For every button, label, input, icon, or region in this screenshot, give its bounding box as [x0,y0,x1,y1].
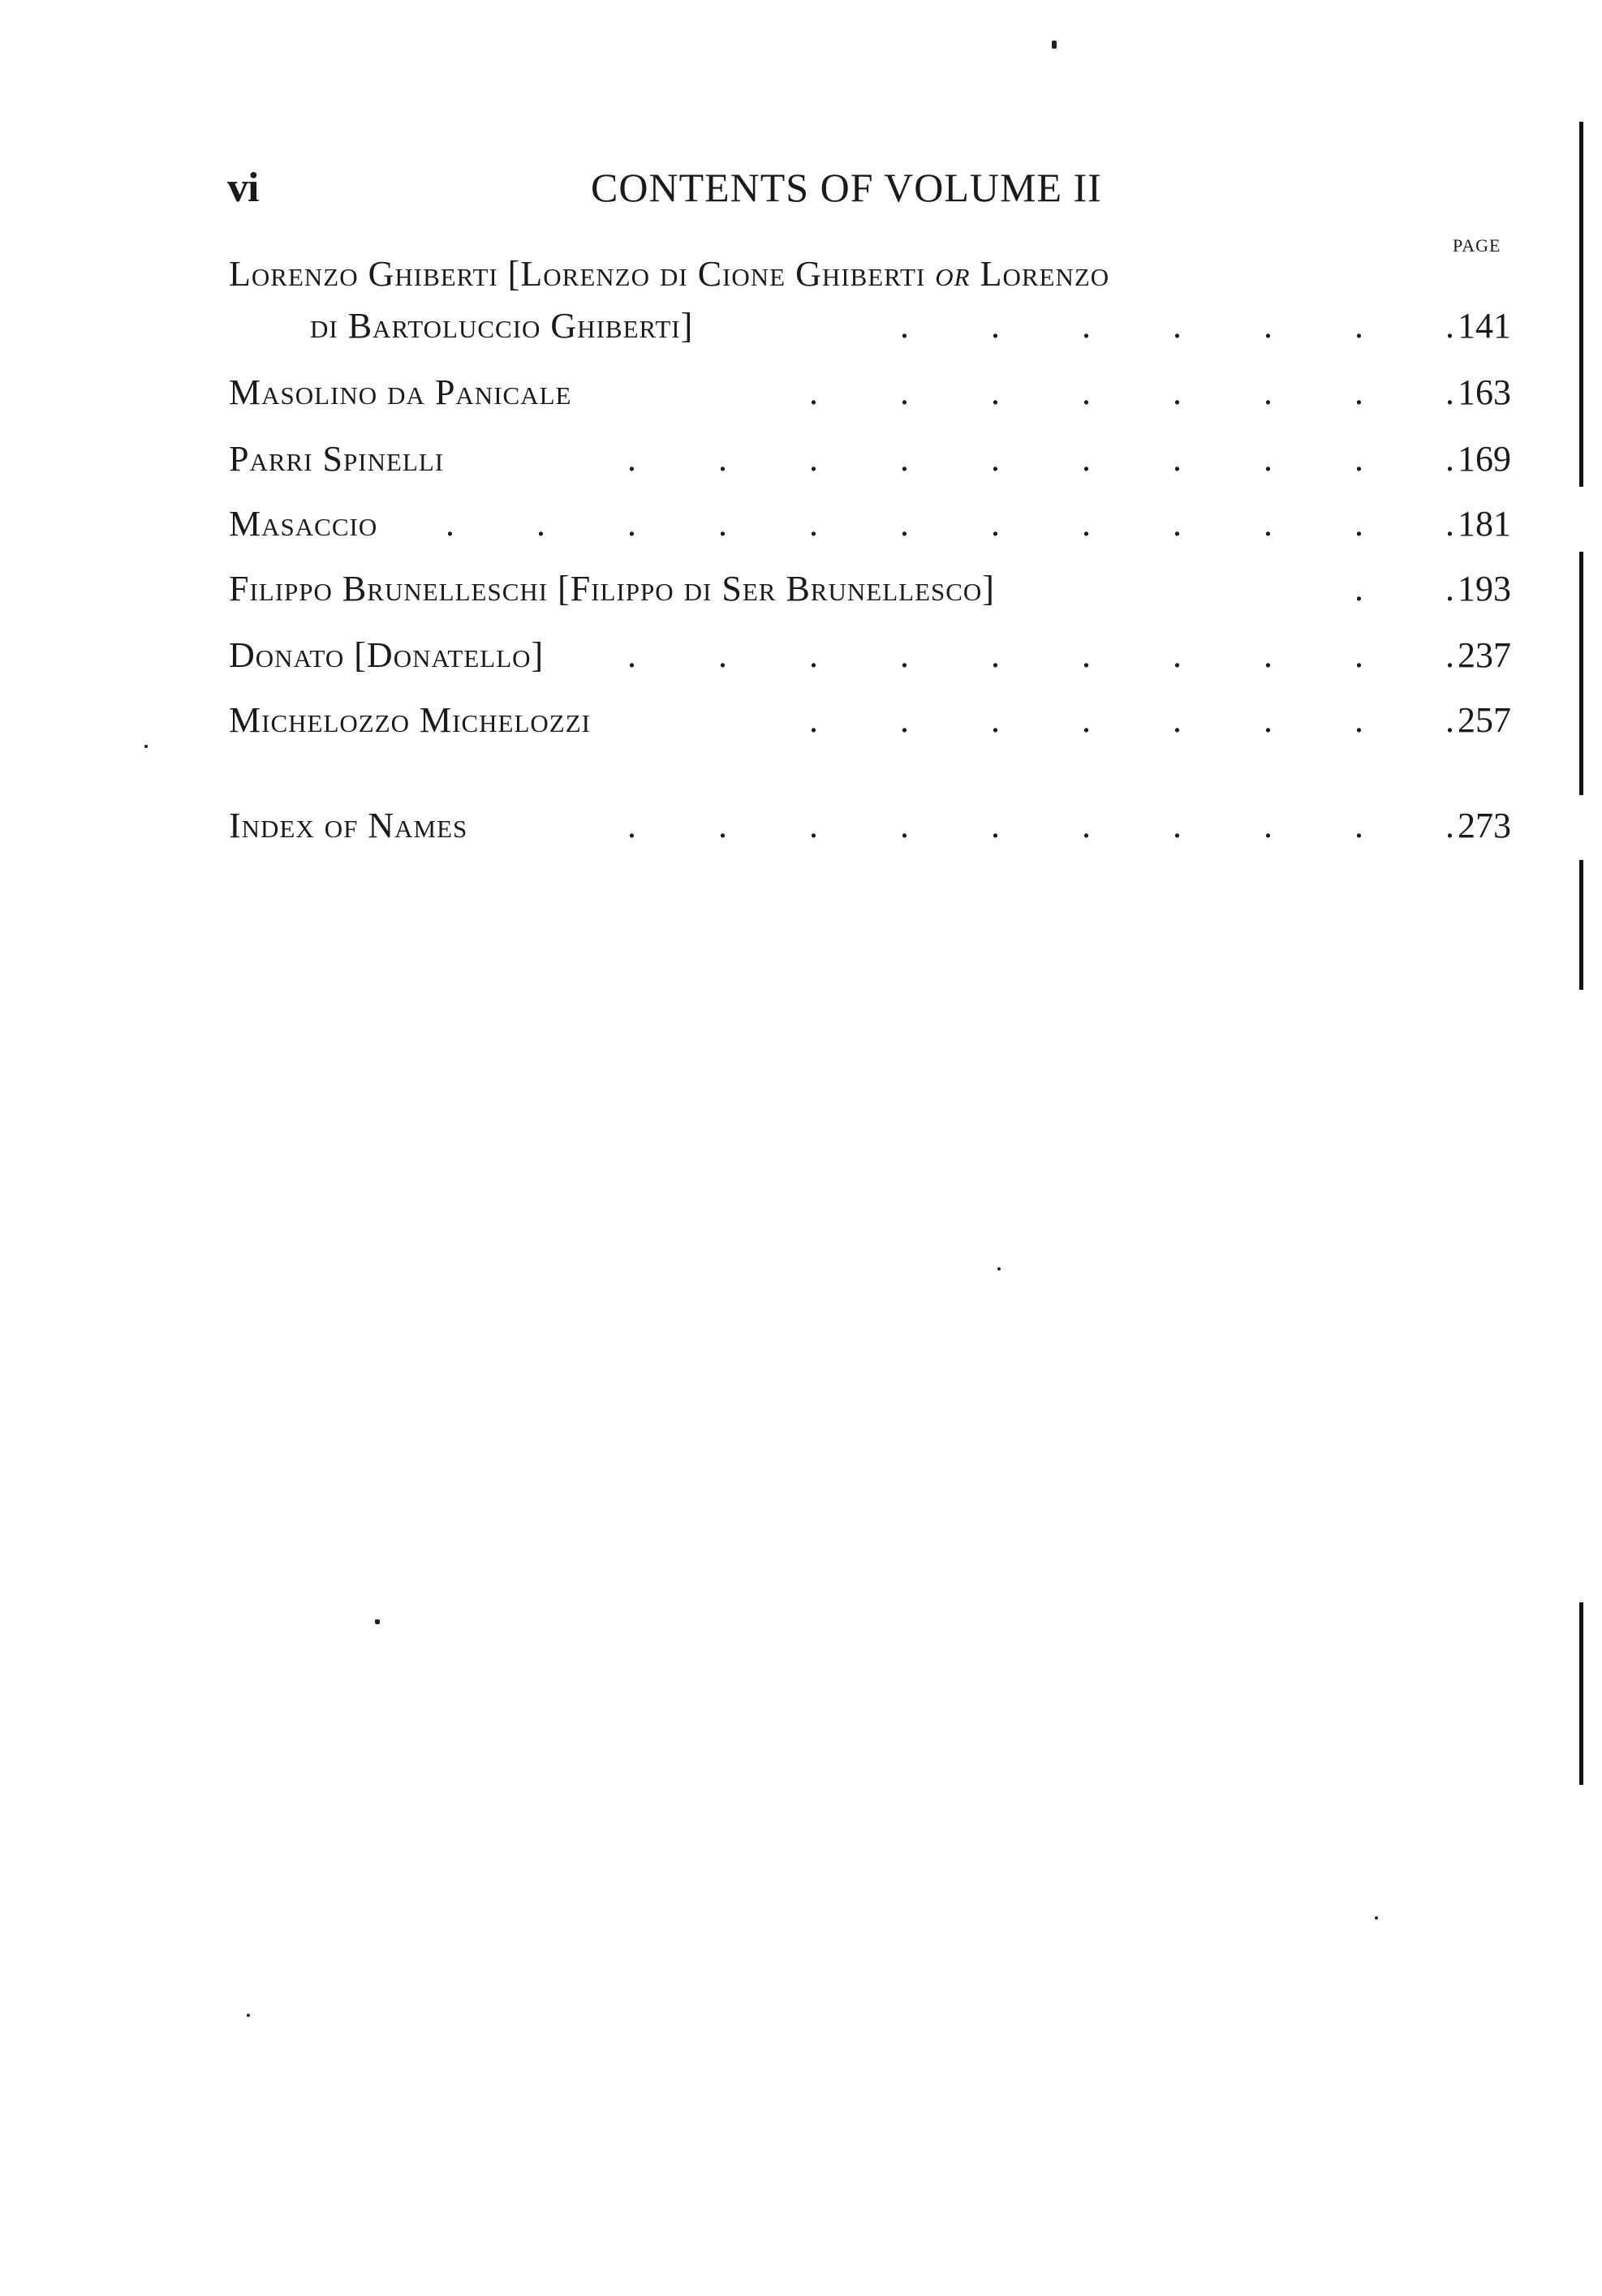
toc-entry-page: 163 [1458,372,1511,412]
scan-margin-bar [1579,122,1583,487]
toc-entry-page: 193 [1458,569,1511,608]
toc-entry-title-end: Lorenzo [970,254,1110,294]
scan-speck [1375,1916,1378,1920]
toc-entry-title: Masaccio [229,504,378,544]
scan-speck [247,2014,250,2017]
toc-entry-michelozzo [229,699,1511,741]
toc-entry-title: Donato [Donatello] [229,635,545,675]
scan-margin-bar [1579,860,1583,990]
dot-leaders: . . . . . . . . . . [627,635,1454,675]
toc-entry-page: 273 [1458,806,1511,845]
toc-entry-title: Index of Names [229,806,468,845]
toc-entry-title: Parri Spinelli [229,439,445,479]
scan-speck [375,1619,380,1624]
scan-speck [1052,41,1057,49]
dot-leaders: . . . . . . . . [809,372,1454,412]
toc-entry-masaccio [229,503,1511,544]
toc-entry-title: Michelozzo Michelozzi [229,700,591,740]
toc-entry-ghiberti-line2 [229,305,1511,346]
toc-entry-title: Masolino da Panicale [229,372,572,412]
toc-entry-page: 141 [1458,306,1511,346]
scan-speck [144,745,148,748]
toc-entry-title-continued: di Bartoluccio Ghiberti] [310,306,694,346]
scan-speck [997,1267,1001,1271]
toc-entry-page: 237 [1458,635,1511,675]
dot-leaders: . . . . . . . . . . [627,439,1454,479]
running-head: CONTENTS OF VOLUME II [591,165,1102,210]
toc-entry-brunelleschi [229,568,1511,609]
dot-leaders: . . . . . . . . [809,700,1454,740]
toc-entry-page: 181 [1458,504,1511,544]
toc-entry-title-italic: or [935,254,971,294]
scan-margin-bar [1579,552,1583,795]
toc-entry-masolino [229,372,1511,413]
page-number: vi [227,165,259,211]
dot-leaders: . . [1354,569,1454,608]
dot-leaders: . . . . . . . . . . . . [446,504,1454,544]
toc-entry-title: Filippo Brunelleschi [Filippo di Ser Brunellesco] [229,569,995,608]
toc-entry-spinelli [229,438,1511,479]
toc-entry-title: Lorenzo Ghiberti [Lorenzo di Cione Ghiberti [229,254,936,294]
toc-entry-page: 257 [1458,700,1511,740]
toc-entry-donato [229,634,1511,676]
toc-entry-index [229,805,1511,846]
toc-entry-page: 169 [1458,439,1511,479]
page-column-label: PAGE [1453,235,1501,256]
toc-entry-ghiberti-line1 [229,253,1511,295]
dot-leaders: . . . . . . . . . . [627,806,1454,845]
dot-leaders: . . . . . . . [900,306,1454,346]
scan-margin-bar [1579,1602,1583,1785]
